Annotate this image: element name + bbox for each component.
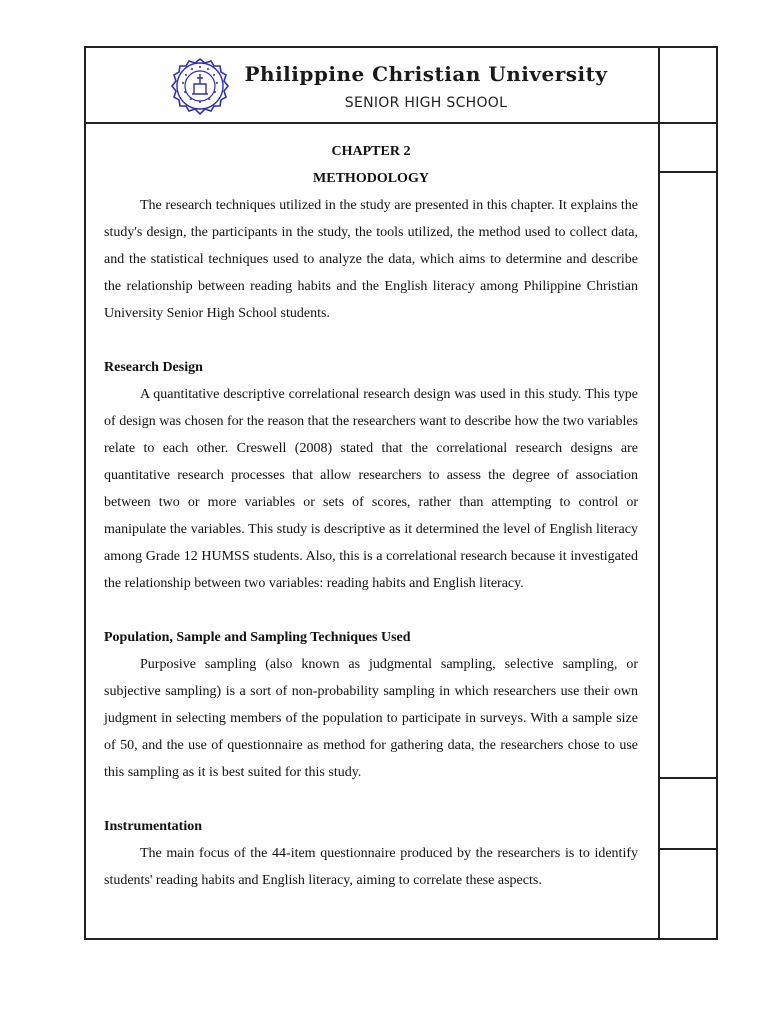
university-name: Philippine Christian University [244,62,608,86]
school-name: SENIOR HIGH SCHOOL [344,95,508,111]
margin-divider [660,171,718,173]
document-body [104,138,638,894]
chapter-title: METHODOLOGY [313,171,429,186]
section-heading-sampling: Population, Sample and Sampling Techniques Used [104,630,411,645]
section-body-research-design: A quantitative descriptive correlational research design was used in this study. This type of design was chosen for the reason that the researchers want to describe how the two variables relate to each other. Creswell (2008) stated that the correlational research designs are quantitative research processes that allow researchers to assess the degree of association between two or more variables or sets of scores, rather than attempting to control or manipulate the variables. This study is descriptive as it determined the level of English literacy among Grade 12 HUMSS students. Also, this is a correlational research because it investigated the relationship between two variables: reading habits and English literacy. [104,387,638,591]
section-heading-instrumentation: Instrumentation [104,819,203,834]
chapter-intro: The research techniques utilized in the study are presented in this chapter. It explains the study's design, the participants in the study, the tools utilized, the method used to collect data, and the statistical techniques used to analyze the data, which aims to determine and describe the relationship between reading habits and the English literacy among Philippine Christian University Senior High School students. [104,198,638,321]
chapter-number: CHAPTER 2 [331,144,411,159]
margin-divider [660,777,718,779]
margin-divider [660,122,718,124]
section-heading-research-design: Research Design [104,360,203,375]
university-seal-icon [168,54,232,118]
margin-column [658,48,718,938]
section-body-instrumentation: The main focus of the 44-item questionnaire produced by the researchers is to identify students' reading habits and English literacy, aiming to correlate these aspects. [104,846,638,888]
margin-divider [660,848,718,850]
letterhead [86,48,658,124]
page-border-frame [84,46,718,940]
section-body-sampling: Purposive sampling (also known as judgmental sampling, selective sampling, or subjective sampling) is a sort of non-probability sampling in which researchers use their own judgment in selecting members of the population to participate in surveys. With a sample size of 50, and the use of questionnaire as method for gathering data, the researchers chose to use this sampling as it is best suited for this study. [104,657,638,780]
